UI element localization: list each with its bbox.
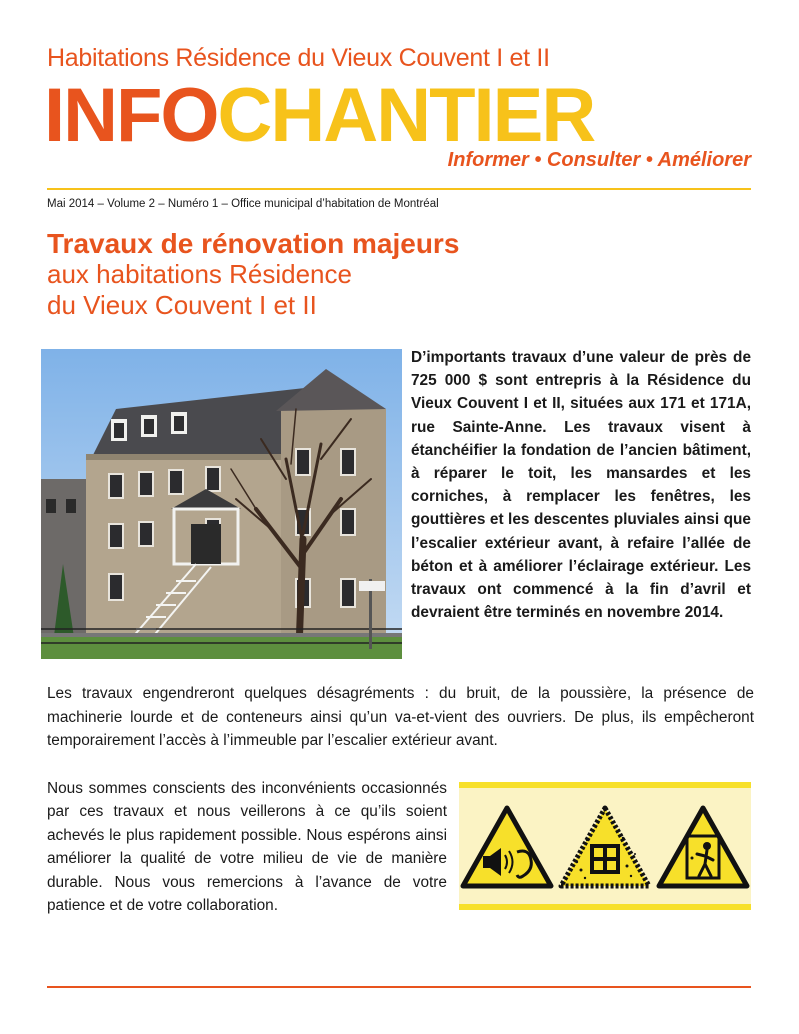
noise-warning-icon — [459, 804, 555, 892]
masthead — [44, 73, 595, 158]
header-divider — [47, 188, 751, 190]
body-paragraph-closing: Nous sommes conscients des inconvénients occasionnés par ces travaux et nous veillerons à ce qu’ils soient achevés le plus rapidement possible. Nous espérons ainsi améliorer la qualité de votre milieu de vie de manière durable. Nous vous remercions à l’avance de votre patience et de votre collaboration. — [47, 780, 447, 915]
footer-divider — [47, 986, 751, 988]
warning-signs-box — [459, 782, 751, 910]
door-access-warning-icon — [655, 804, 751, 892]
headline-bold: Travaux de rénovation majeurs — [47, 228, 460, 259]
headline-line3: du Vieux Couvent I et II — [47, 290, 317, 320]
article-headline — [47, 228, 459, 321]
issue-line: Mai 2014 – Volume 2 – Numéro 1 – Office municipal d’habitation de Montréal — [47, 198, 439, 210]
masthead-chantier: CHANTIER — [217, 73, 595, 158]
headline-line2: aux habitations Résidence — [47, 259, 352, 289]
building-photo — [41, 349, 402, 659]
body-paragraph-disturbances: Les travaux engendreront quelques désagréments : du bruit, de la poussière, la présence de machinerie lourde et de conteneurs ainsi qu’un va-et-vient des ouvriers. De plus, ils empêcheront temporairement l’accès à l’immeuble par l’escalier extérieur avant. — [47, 685, 754, 750]
dust-warning-icon — [557, 804, 653, 892]
newsletter-subtitle: Habitations Résidence du Vieux Couvent I et II — [47, 44, 550, 72]
intro-paragraph: D’importants travaux d’une valeur de près de 725 000 $ sont entrepris à la Résidence du Vieux Couvent I et II, situées aux 171 et 171A, rue Sainte-Anne. Les travaux visent à étanchéifier la fondation de l’ancien bâtiment, à réparer le toit, les mansardes et les corniches, à remplacer les fenêtres, les gouttières et les descentes pluviales ainsi que l’escalier extérieur avant, à refaire l’allée de béton et à améliorer l’éclairage extérieur. Les travaux ont commencé à la fin d’avril et devraient être terminés en novembre 2014. — [411, 349, 751, 622]
masthead-info: INFO — [44, 73, 218, 158]
tagline: Informer • Consulter • Améliorer — [447, 149, 751, 171]
